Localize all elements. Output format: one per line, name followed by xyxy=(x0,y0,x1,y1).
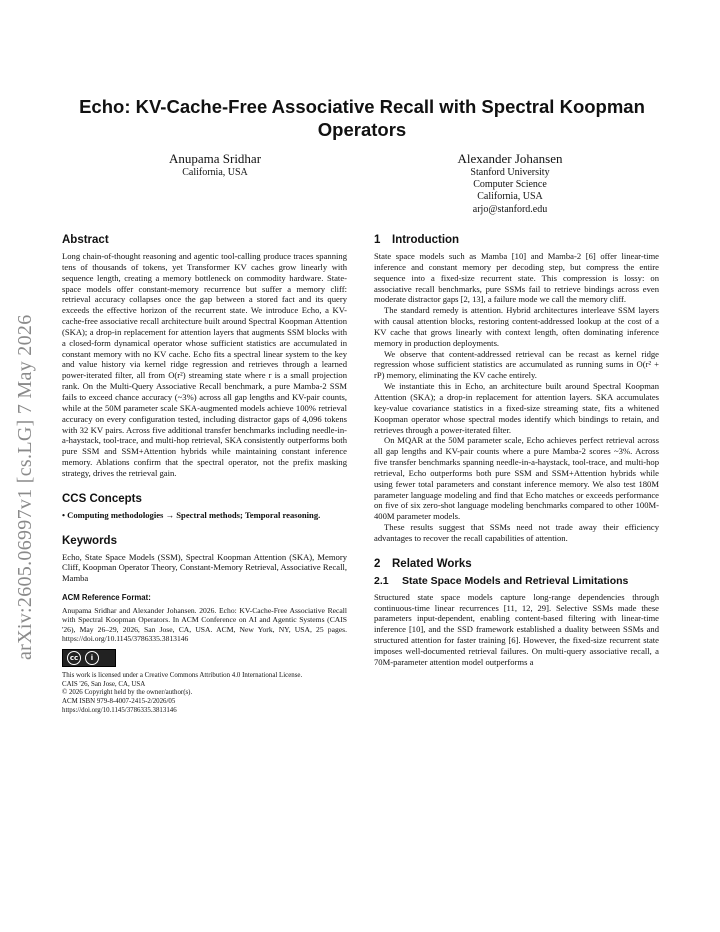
section-title: Related Works xyxy=(392,557,472,570)
intro-paragraph: These results suggest that SSMs need not trade away their efficiency advantages to recover the recall capabilities of attention. xyxy=(374,522,659,543)
acm-reference-text: Anupama Sridhar and Alexander Johansen. 2026. Echo: KV-Cache-Free Associative Recall with Spectral Koopman Operators. In ACM Conference on AI and Agentic Systems (CAIS '26), May 26–29, 2026, San Jose, CA, USA. ACM, New York, NY, USA, 25 pages. https://doi.org/10.1145/3786335.3813146 xyxy=(62,605,347,643)
intro-paragraph: The standard remedy is attention. Hybrid architectures interleave SSM layers with causal attention blocks, restoring content-addressed lookup at the cost of a KV cache that grows linearly with context length, often dominating inference memory in production deployments. xyxy=(374,305,659,348)
cc-by-icon: i xyxy=(85,651,99,665)
arxiv-identifier[interactable]: arXiv:2605.06997v1 [cs.LG] 7 May 2026 xyxy=(14,314,36,660)
intro-paragraph: We instantiate this in Echo, an architecture built around Spectral Koopman Attention (SKA); a drop-in replacement for attention layers. SKA accumulates key-value covariance statistics in a fixed-size streaming state, fits a whitened Koopman operator whose spectral modes identify which bindings to retain, and retrieves through a power-iterated filter. xyxy=(374,381,659,435)
cc-license-badge[interactable] xyxy=(62,649,116,667)
author-affiliation: Stanford University xyxy=(470,167,550,178)
intro-heading xyxy=(374,234,659,247)
keywords-text: Echo, State Space Models (SSM), Spectral Koopman Attention (SKA), Memory Cliff, Koopman Operator Theory, Constant-Memory Retrieval, Associative Recall, Mamba xyxy=(62,551,347,584)
keywords-heading: Keywords xyxy=(62,534,117,547)
related-heading xyxy=(374,558,659,571)
intro-paragraph: On MQAR at the 50M parameter scale, Echo achieves perfect retrieval across all gap lengths and KV-pair counts where a pure Mamba-2 scores ~3%. Across five transfer benchmarks spanning needle-in-a-haystack, tool-trace, and multi-hop retrieval, Echo outperforms both pure SSM and SSM+Attention hybrids while using fewer total parameters and constant inference memory. We also test 180M parameter language modeling and find that Echo matches or exceeds performance on five of six zero-shot language modeling benchmarks compared to other 100M-400M parameter models. xyxy=(374,435,659,522)
author-affiliation: California, USA xyxy=(477,191,543,203)
right-column xyxy=(374,234,659,668)
license-line: CAIS '26, San Jose, CA, USA xyxy=(62,680,146,688)
section-title: Introduction xyxy=(392,234,460,246)
license-doi-link[interactable]: https://doi.org/10.1145/3786335.3813146 xyxy=(62,706,177,714)
subsection-title: State Space Models and Retrieval Limitations xyxy=(402,574,629,587)
ccs-text: • Computing methodologies → Spectral methods; Temporal reasoning. xyxy=(62,509,321,520)
license-line: ACM ISBN 979-8-4007-2415-2/2026/05 xyxy=(62,697,176,705)
abstract-text: Long chain-of-thought reasoning and agentic tool-calling produce traces spanning tens of thousands of tokens, yet Transformer KV caches grow linearly with sequence length, creating a memory bottleneck on commodity hardware. State-space models offer constant-memory recurrence but suffer a memory cliff: retrieval accuracy collapses once the gap between a stored fact and its query exceeds the effective horizon of the recurrent state. We introduce Echo, a KV-cache-free associative recall architecture built around Spectral Koopman Attention (SKA); a drop-in replacement for attention layers that augments SSM blocks with a closed-form dynamical operator whose sufficient statistics are accumulated in constant memory with no KV cache. Echo fits a spectral linear system to the key and value history via kernel ridge regression and retrieves through a learned power-iterated filter, all from O(r²) streaming state where r is a small projection rank. On the Multi-Query Associative Recall benchmark, a pure Mamba-2 SSM fails to exceed chance accuracy (~3%) across all gap lengths and KV-pair counts, while at the 50M parameter scale SKA-augmented models achieve 100% retrieval accuracy on every configuration tested, including distractor gaps of 4,096 tokens with 32 KV pairs. Across five additional transfer benchmarks including needle-in-a-haystack, tool-trace, and multi-hop retrieval, SKA consistently outperforms both pure SSM and SSM+Attention hybrids while maintaining constant inference memory. Ablations confirm that the spectral operator, not the prefix masking strategy, drives the retrieval gain. xyxy=(62,251,347,478)
section-number: 1 xyxy=(374,234,381,246)
intro-paragraph: State space models such as Mamba [10] and Mamba-2 [6] offer linear-time inference and constant memory per decoding step, but compress the entire sequence into a fixed-size recurrent state. This compression is lossy: on associative recall benchmarks, pure SSMs fail to retrieve bindings across even moderate distractor gaps [2, 13], a failure mode we call the memory cliff. xyxy=(374,251,659,305)
abstract-heading: Abstract xyxy=(62,234,109,246)
license-line[interactable]: This work is licensed under a Creative Commons Attribution 4.0 International License. xyxy=(62,672,303,680)
left-column xyxy=(62,234,347,715)
ccs-heading: CCS Concepts xyxy=(62,492,142,505)
paper-title: Echo: KV-Cache-Free Associative Recall with Spectral Koopman Operators xyxy=(79,96,645,140)
subsection-heading xyxy=(374,575,659,588)
section-number: 2 xyxy=(374,557,381,570)
author-email[interactable]: arjo@stanford.edu xyxy=(472,203,548,215)
subsection-number: 2.1 xyxy=(374,574,389,587)
acm-reference-heading: ACM Reference Format: xyxy=(62,593,151,603)
author-block-1 xyxy=(135,152,295,179)
author-affiliation: California, USA xyxy=(182,167,248,178)
author-block-2 xyxy=(430,152,590,216)
author-name: Alexander Johansen xyxy=(457,151,563,166)
related-text: Structured state space models capture long-range dependencies through continuous-time linear recurrences [11, 12, 29]. Selective SSMs made these parameters input-dependent, enabling content-based filtering with linear-time inference [10], and the SSD framework established a duality between SSMs and structured attention for faster training [6]. However, the fixed-size recurrent state imposes well-documented retrieval failures. On multi-query associative recall, a 70M-parameter attention model outperforms a xyxy=(374,591,659,667)
author-affiliation: Computer Science xyxy=(473,179,547,191)
license-line: © 2026 Copyright held by the owner/author(s). xyxy=(62,689,193,697)
author-name: Anupama Sridhar xyxy=(168,151,262,166)
cc-icon: cc xyxy=(67,651,81,665)
intro-paragraph: We observe that content-addressed retrieval can be recast as kernel ridge regression whose sufficient statistics are accumulated as running sums in O(r² + rP) memory, eliminating the KV cache entirely. xyxy=(374,348,659,381)
